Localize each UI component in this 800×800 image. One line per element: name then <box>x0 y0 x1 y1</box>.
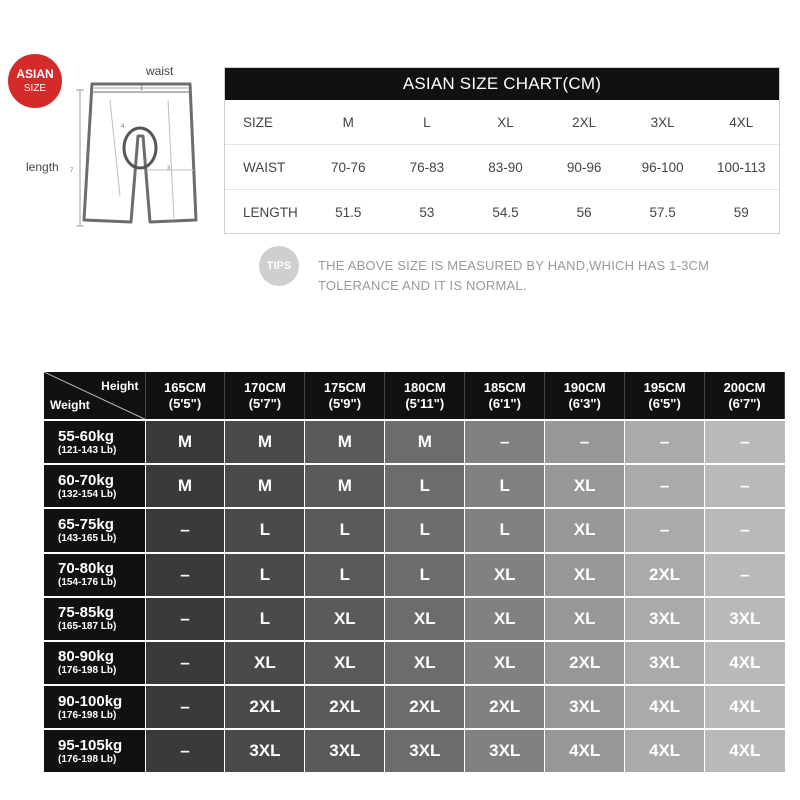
weight-header <box>44 597 145 641</box>
size-recommendation-cell: L <box>465 508 545 552</box>
length-cell: 57.5 <box>649 205 676 220</box>
size-recommendation-cell: XL <box>465 553 545 597</box>
weight-header <box>44 420 145 464</box>
weight-lb: (143-165 Lb) <box>58 532 117 544</box>
size-recommendation-cell: L <box>465 464 545 508</box>
size-cell: 3XL <box>650 114 675 130</box>
size-row <box>225 100 779 145</box>
waist-cell: 100-113 <box>716 159 766 175</box>
height-ft: (5'5") <box>168 395 202 411</box>
waist-cell: 70-76 <box>331 159 366 175</box>
height-cm: 200CM <box>723 379 766 395</box>
height-header <box>465 372 545 420</box>
weight-header <box>44 685 145 729</box>
size-recommendation-cell: XL <box>465 597 545 641</box>
tips-icon: TIPS <box>259 246 299 286</box>
waist-cell: 76-83 <box>409 159 445 175</box>
size-recommendation-cell: 2XL <box>305 685 385 729</box>
tips-line1: THE ABOVE SIZE IS MEASURED BY HAND,WHICH HAS 1-3CM <box>318 258 710 273</box>
height-header-row <box>44 372 785 420</box>
height-header <box>705 372 785 420</box>
size-recommendation-cell: XL <box>545 464 625 508</box>
height-cm: 195CM <box>643 379 686 395</box>
weight-kg: 90-100kg <box>58 692 123 710</box>
size-recommendation-cell: – <box>145 553 225 597</box>
size-recommendation-cell: XL <box>305 641 385 685</box>
size-recommendation-cell: 3XL <box>625 641 705 685</box>
size-recommendation-cell: M <box>145 420 225 464</box>
shorts-diagram <box>0 60 220 240</box>
height-header <box>145 372 225 420</box>
size-recommendation-cell: XL <box>545 553 625 597</box>
size-recommendation-cell: – <box>705 553 785 597</box>
size-recommendation-cell: M <box>225 420 305 464</box>
size-recommendation-cell: – <box>705 508 785 552</box>
size-recommendation-cell: 3XL <box>625 597 705 641</box>
marker-1: 1 <box>140 86 144 92</box>
weight-header <box>44 553 145 597</box>
size-cell: L <box>423 114 431 130</box>
weight-header <box>44 508 145 552</box>
size-recommendation-cell: 3XL <box>385 729 465 772</box>
size-recommendation-cell: XL <box>545 597 625 641</box>
size-recommendation-cell: – <box>625 464 705 508</box>
size-recommendation-cell: L <box>305 553 385 597</box>
weight-kg: 80-90kg <box>58 648 114 666</box>
corner-height-label: Height <box>101 379 139 393</box>
height-cm: 190CM <box>563 379 606 395</box>
table-corner <box>44 372 145 420</box>
size-recommendation-cell: L <box>225 597 305 641</box>
size-recommendation-cell: – <box>705 464 785 508</box>
height-cm: 185CM <box>483 379 526 395</box>
length-cell: 59 <box>733 205 749 220</box>
size-recommendation-cell: 3XL <box>225 729 305 772</box>
size-chart-title: ASIAN SIZE CHART(CM) <box>225 68 779 100</box>
size-recommendation-cell: – <box>465 420 545 464</box>
length-cell: 51.5 <box>335 205 362 220</box>
size-recommendation-cell: M <box>225 464 305 508</box>
weight-row <box>44 553 785 597</box>
size-recommendation-cell: XL <box>385 597 465 641</box>
size-recommendation-cell: XL <box>545 508 625 552</box>
size-recommendation-cell: 3XL <box>465 729 545 772</box>
weight-kg: 75-85kg <box>58 604 114 622</box>
weight-kg: 60-70kg <box>58 471 114 489</box>
size-recommendation-cell: 2XL <box>385 685 465 729</box>
size-recommendation-cell: 2XL <box>465 685 545 729</box>
weight-lb: (154-176 Lb) <box>58 577 117 589</box>
corner-weight-label: Weight <box>50 398 90 412</box>
marker-3: 3 <box>167 166 171 172</box>
size-recommendation-cell: 4XL <box>705 729 785 772</box>
size-recommendation-cell: 3XL <box>305 729 385 772</box>
size-recommendation-cell: M <box>145 464 225 508</box>
size-recommendation-cell: L <box>225 508 305 552</box>
length-label: length <box>26 160 59 174</box>
height-ft: (5'9") <box>328 395 362 411</box>
size-recommendation-cell: M <box>305 464 385 508</box>
marker-4: 4 <box>121 124 125 130</box>
row-label: LENGTH <box>243 205 298 220</box>
weight-lb: (165-187 Lb) <box>58 621 117 633</box>
height-ft: (6'1") <box>488 395 521 411</box>
size-recommendation-cell: L <box>385 464 465 508</box>
tips-note <box>318 256 788 296</box>
waist-cell: 90-96 <box>566 159 602 175</box>
size-cell: 2XL <box>572 114 597 130</box>
height-cm: 170CM <box>243 379 286 395</box>
length-cell: 53 <box>419 205 435 220</box>
weight-lb: (176-198 Lb) <box>58 665 117 677</box>
waist-cell: 83-90 <box>488 159 523 175</box>
badge-line2: SIZE <box>23 83 47 94</box>
weight-row <box>44 641 785 685</box>
waist-cell: 96-100 <box>641 159 684 175</box>
size-recommendation-cell: M <box>305 420 385 464</box>
height-ft: (6'7") <box>728 395 761 411</box>
height-header <box>625 372 705 420</box>
height-weight-size-table <box>44 372 785 772</box>
weight-row <box>44 597 785 641</box>
size-recommendation-cell: – <box>145 597 225 641</box>
height-ft: (5'11") <box>405 395 445 411</box>
size-recommendation-cell: 4XL <box>705 685 785 729</box>
size-recommendation-cell: – <box>545 420 625 464</box>
size-recommendation-cell: 4XL <box>705 641 785 685</box>
height-ft: (6'3") <box>568 395 601 411</box>
weight-kg: 70-80kg <box>58 560 114 578</box>
size-recommendation-cell: XL <box>225 641 305 685</box>
size-recommendation-cell: L <box>305 508 385 552</box>
size-recommendation-cell: 4XL <box>545 729 625 772</box>
size-recommendation-cell: L <box>385 553 465 597</box>
tips-line2: TOLERANCE AND IT IS NORMAL. <box>318 278 527 293</box>
size-recommendation-cell: L <box>225 553 305 597</box>
weight-header <box>44 464 145 508</box>
size-recommendation-cell: 4XL <box>625 729 705 772</box>
size-cell: M <box>342 114 354 130</box>
height-cm: 180CM <box>403 379 446 395</box>
waist-row <box>225 145 779 190</box>
size-recommendation-cell: – <box>705 420 785 464</box>
weight-lb: (176-198 Lb) <box>58 709 117 721</box>
height-header <box>545 372 625 420</box>
badge-line1: ASIAN <box>16 67 54 81</box>
size-cell: 4XL <box>729 114 754 130</box>
size-recommendation-cell: 3XL <box>705 597 785 641</box>
weight-header <box>44 641 145 685</box>
height-header <box>225 372 305 420</box>
size-recommendation-cell: 2XL <box>225 685 305 729</box>
length-row <box>225 190 779 235</box>
height-ft: (6'5") <box>648 395 681 411</box>
weight-kg: 55-60kg <box>58 427 114 445</box>
length-cell: 54.5 <box>492 205 519 220</box>
weight-lb: (176-198 Lb) <box>58 753 117 765</box>
height-cm: 175CM <box>323 379 366 395</box>
size-recommendation-cell: 2XL <box>545 641 625 685</box>
size-recommendation-cell: 2XL <box>625 553 705 597</box>
weight-lb: (132-154 Lb) <box>58 488 117 500</box>
weight-row <box>44 420 785 464</box>
row-label: SIZE <box>243 114 274 130</box>
size-recommendation-cell: – <box>625 508 705 552</box>
weight-row <box>44 508 785 552</box>
size-recommendation-cell: XL <box>385 641 465 685</box>
asian-size-chart <box>224 67 780 234</box>
height-header <box>305 372 385 420</box>
height-header <box>385 372 465 420</box>
weight-kg: 65-75kg <box>58 515 114 533</box>
size-recommendation-cell: – <box>145 641 225 685</box>
weight-kg: 95-105kg <box>58 736 123 754</box>
size-recommendation-cell: 4XL <box>625 685 705 729</box>
weight-row <box>44 464 785 508</box>
size-recommendation-cell: XL <box>465 641 545 685</box>
size-recommendation-cell: – <box>145 508 225 552</box>
row-label: WAIST <box>243 159 286 175</box>
length-cell: 56 <box>576 205 592 220</box>
size-recommendation-cell: – <box>145 729 225 772</box>
size-recommendation-cell: XL <box>305 597 385 641</box>
height-cm: 165CM <box>164 379 206 395</box>
size-cell: XL <box>497 114 514 130</box>
weight-header <box>44 729 145 772</box>
waist-label: waist <box>146 64 174 78</box>
weight-lb: (121-143 Lb) <box>58 444 117 456</box>
size-recommendation-cell: – <box>145 685 225 729</box>
size-recommendation-cell: – <box>625 420 705 464</box>
height-ft: (5'7") <box>248 395 282 411</box>
weight-row <box>44 729 785 772</box>
marker-7: 7 <box>70 168 74 174</box>
weight-row <box>44 685 785 729</box>
size-recommendation-cell: M <box>385 420 465 464</box>
size-recommendation-cell: 3XL <box>545 685 625 729</box>
size-recommendation-cell: L <box>385 508 465 552</box>
